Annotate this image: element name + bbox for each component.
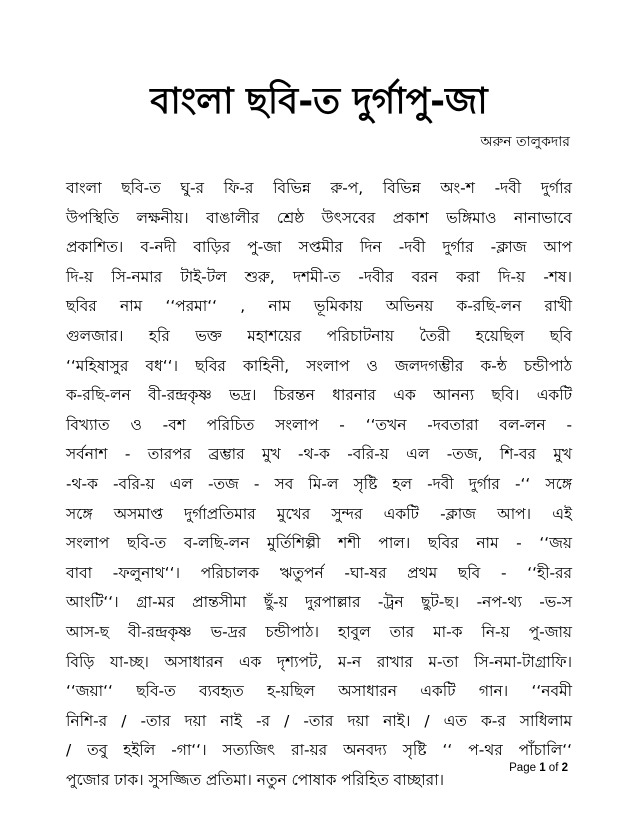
body-line: -থ-ক -বরি-য় এল -তজ - সব মি-ল সৃষ্টি হল -দবী দুর্গার -‘‘ সঙ্গে — [66, 474, 572, 493]
body-line: গুলজার। হরি ভক্ত মহাশয়ের পরিচাটনায় তৈরী হয়েছিল ছবি — [66, 326, 572, 345]
body-line: উপস্থিতি লক্ষনীয়। বাঙালীর শ্রেষ্ঠ উৎসবের প্রকাশ ভঙ্গিমাও নানাভাবে — [66, 208, 572, 227]
total-pages-number: 2 — [561, 762, 568, 774]
body-line: ‘‘জয়া‘‘ ছবি-ত ব্যবহৃত হ-য়ছিল অসাধারন একটি গান। ‘‘নবমী — [66, 682, 572, 701]
body-line: ছবির নাম ‘‘পরমা‘‘ , নাম ভূমিকায় অভিনয় ক-রছি-লন রাখী — [66, 297, 572, 316]
body-line: সঙ্গে অসমাপ্ত দুর্গাপ্রতিমার মুখের সুন্দর একটি -ক্লাজ আপ। এই — [66, 504, 572, 523]
body-line: প্রকাশিত। ব-নদী বাড়ির পু-জা সপ্তমীর দিন -দবী দুর্গার -ক্লাজ আপ — [66, 238, 572, 257]
current-page-number: 1 — [539, 762, 546, 774]
body-line: ক-রছি-লন বী-রন্দ্রকৃষ্ণ ভদ্র। চিরন্তন ধারনার এক আনন্য ছবি। একটি — [66, 386, 572, 405]
document-title: বাংলা ছবি-ত দুর্গাপু-জা — [150, 81, 488, 122]
document-body — [66, 174, 572, 795]
body-line: আংটি‘‘। গ্রা-মর প্রান্তসীমা ছুঁ-য় দুরপাল্লার -ট্রন ছুট-ছ। -নপ-থ্য -ভ-স — [66, 593, 572, 612]
page-label: Page — [509, 762, 536, 774]
body-line: দি-য় সি-নমার টাই-টল শুরু, দশমী-ত -দবীর বরন করা দি-য় -শষ। — [66, 267, 572, 286]
body-line: / তবু হইলি -গা‘‘। সত্যজিৎ রা-য়র অনবদ্য সৃষ্টি ‘‘ প-থর পাঁচালি‘‘ — [66, 741, 572, 760]
body-line: পুজোর ঢাক। সুসজ্জিত প্রতিমা। নতুন পোষাক পরিহিত বাচ্ছারা। — [66, 770, 445, 789]
body-line: সর্বনাশ - তারপর ব্রম্ভার মুখ -থ-ক -বরি-য় এল -তজ, শি-বর মুখ — [66, 445, 572, 464]
body-line: সংলাপ ছবি-ত ব-লছি-লন মুর্তিশিল্পী শশী পাল। ছবির নাম - ‘‘জয় — [66, 534, 572, 553]
page-number — [509, 761, 568, 775]
body-line: ‘‘মহিষাসুর বধ‘‘। ছবির কাহিনী, সংলাপ ও জলদগম্ভীর ক-ন্ঠ চন্ডীপাঠ — [66, 356, 572, 375]
body-line: নিশি-র / -তার দয়া নাই -র / -তার দয়া নাই। / এত ক-র সাধিলাম — [66, 711, 572, 730]
of-label: of — [548, 762, 559, 774]
author-name: অরুন তালুকদার — [480, 134, 570, 150]
body-line: আস-ছ বী-রন্দ্রকৃষ্ণ ভ-দ্রর চন্ডীপাঠ। হাবুল তার মা-ক নি-য় পু-জায় — [66, 622, 572, 641]
body-line: বাবা -ফলুনাথ‘‘। পরিচালক ঋতুপর্ন -ঘা-ষর প্রথম ছবি - ‘‘হী-রর — [66, 563, 572, 582]
body-line: বিখ্যাত ও -বশ পরিচিত সংলাপ - ‘‘তখন -দবতারা বল-লন - — [66, 415, 572, 434]
body-line: বাংলা ছবি-ত ঘু-র ফি-র বিভিন্ন রু-প, বিভিন্ন অং-শ -দবী দুর্গার — [66, 179, 572, 197]
body-line: বিড়ি যা-চ্ছ। অসাধারন এক দৃশ্যপট, ম-ন রাখার ম-তা সি-নমা-টাগ্রাফি। — [66, 652, 572, 671]
